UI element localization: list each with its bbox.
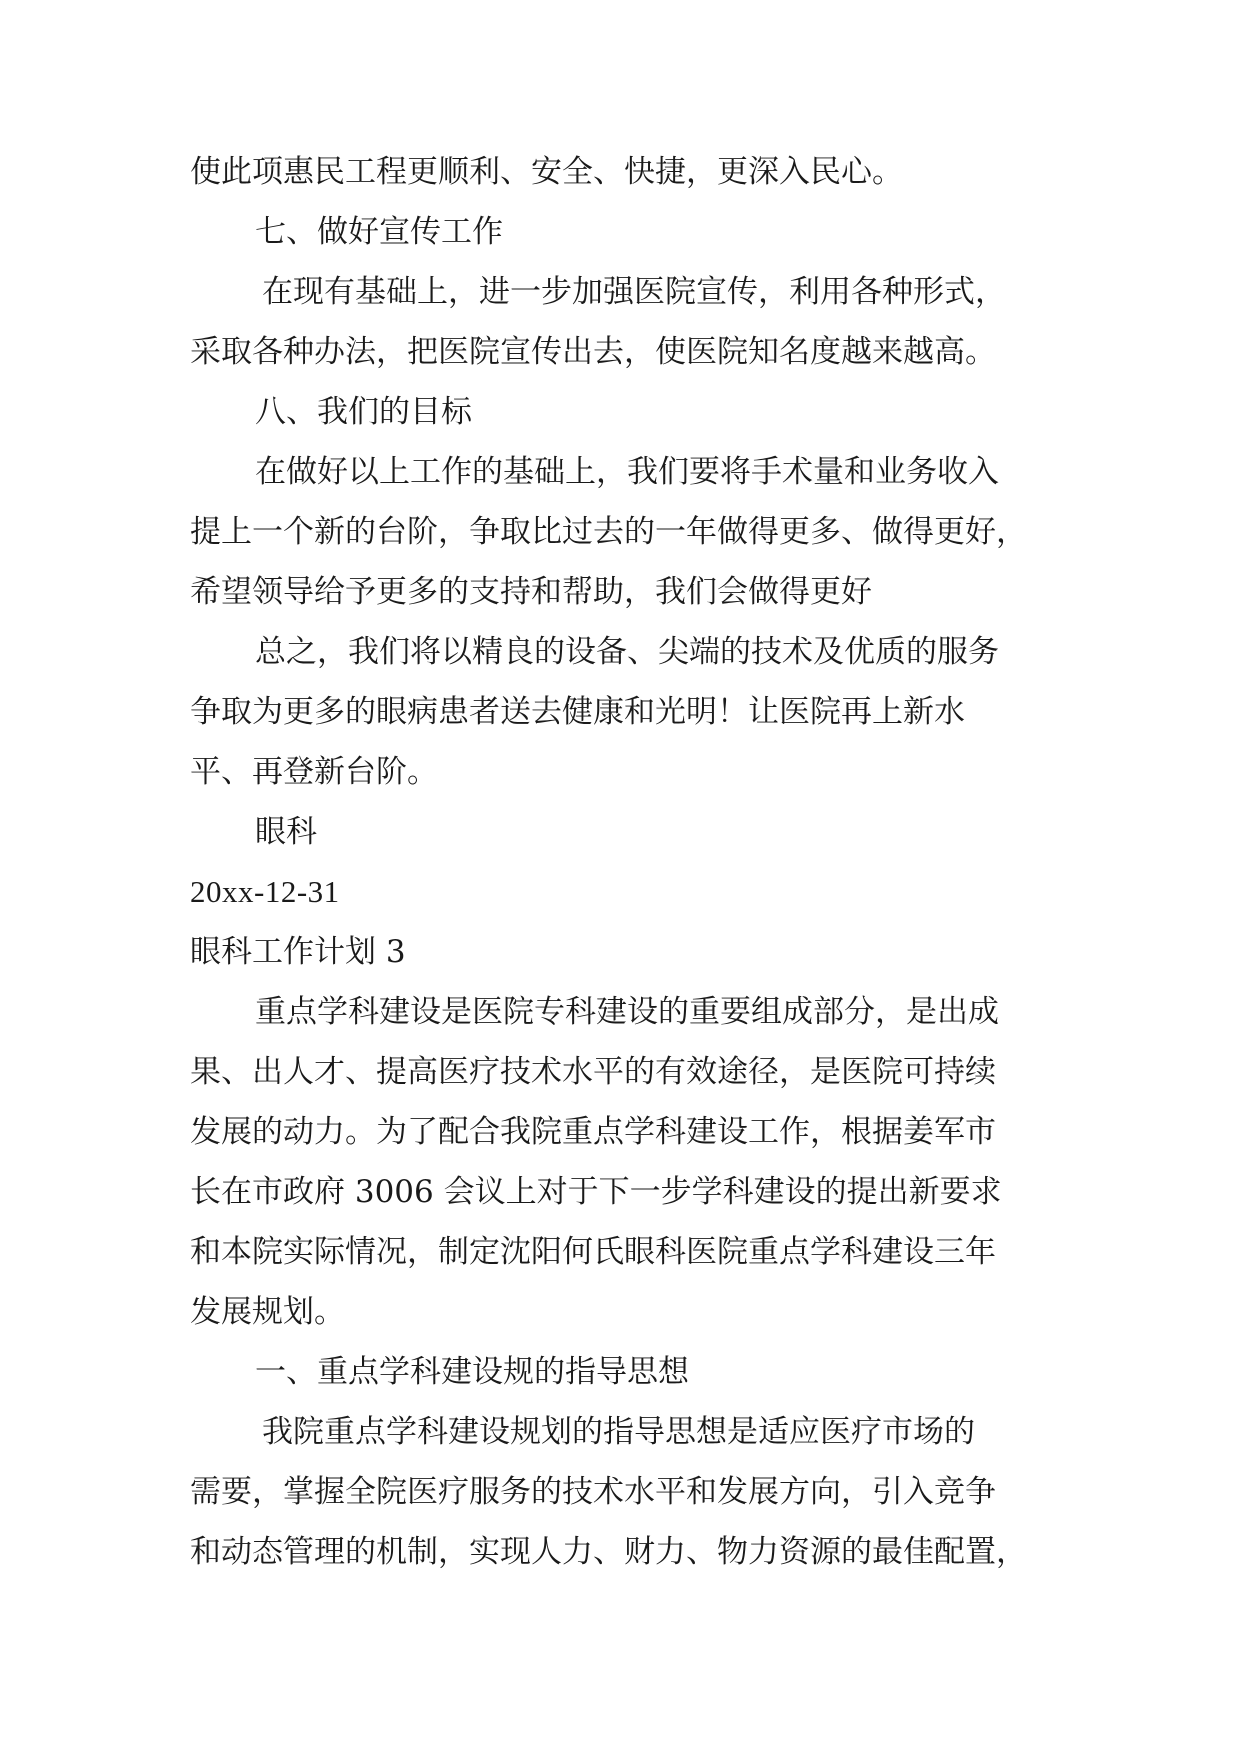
section-heading: 七、做好宣传工作 <box>255 214 503 250</box>
text-line: 和本院实际情况，制定沈阳何氏眼科医院重点学科建设三年 <box>190 1234 996 1270</box>
section-heading: 一、重点学科建设规的指导思想 <box>255 1354 689 1390</box>
text-line: 提上一个新的台阶，争取比过去的一年做得更多、做得更好， <box>190 514 1027 550</box>
text-line: 争取为更多的眼病患者送去健康和光明！让医院再上新水 <box>190 694 965 730</box>
text-line: 果、出人才、提高医疗技术水平的有效途径，是医院可持续 <box>190 1054 996 1090</box>
document-title: 眼科工作计划 3 <box>190 934 406 970</box>
signature-department: 眼科 <box>255 814 317 850</box>
text-line: 和动态管理的机制，实现人力、财力、物力资源的最佳配置， <box>190 1534 1027 1570</box>
signature-date: 20xx-12-31 <box>190 874 340 909</box>
text-line: 发展的动力。为了配合我院重点学科建设工作，根据姜军市 <box>190 1114 996 1150</box>
text-line: 使此项惠民工程更顺利、安全、快捷，更深入民心。 <box>190 154 903 190</box>
text-line: 在做好以上工作的基础上，我们要将手术量和业务收入 <box>255 454 999 490</box>
text-line: 需要，掌握全院医疗服务的技术水平和发展方向，引入竞争 <box>190 1474 996 1510</box>
text-line: 长在市政府 3006 会议上对于下一步学科建设的提出新要求 <box>190 1174 1002 1210</box>
text-line: 重点学科建设是医院专科建设的重要组成部分，是出成 <box>255 994 999 1030</box>
text-line: 希望领导给予更多的支持和帮助，我们会做得更好 <box>190 574 872 610</box>
text-line: 采取各种办法，把医院宣传出去，使医院知名度越来越高。 <box>190 334 996 370</box>
section-heading: 八、我们的目标 <box>255 394 472 430</box>
text-line: 平、再登新台阶。 <box>190 754 438 790</box>
text-line: 在现有基础上，进一步加强医院宣传，利用各种形式， <box>262 274 1006 310</box>
text-line: 总之，我们将以精良的设备、尖端的技术及优质的服务 <box>255 634 999 670</box>
text-line: 我院重点学科建设规划的指导思想是适应医疗市场的 <box>262 1414 975 1450</box>
text-line: 发展规划。 <box>190 1294 345 1330</box>
